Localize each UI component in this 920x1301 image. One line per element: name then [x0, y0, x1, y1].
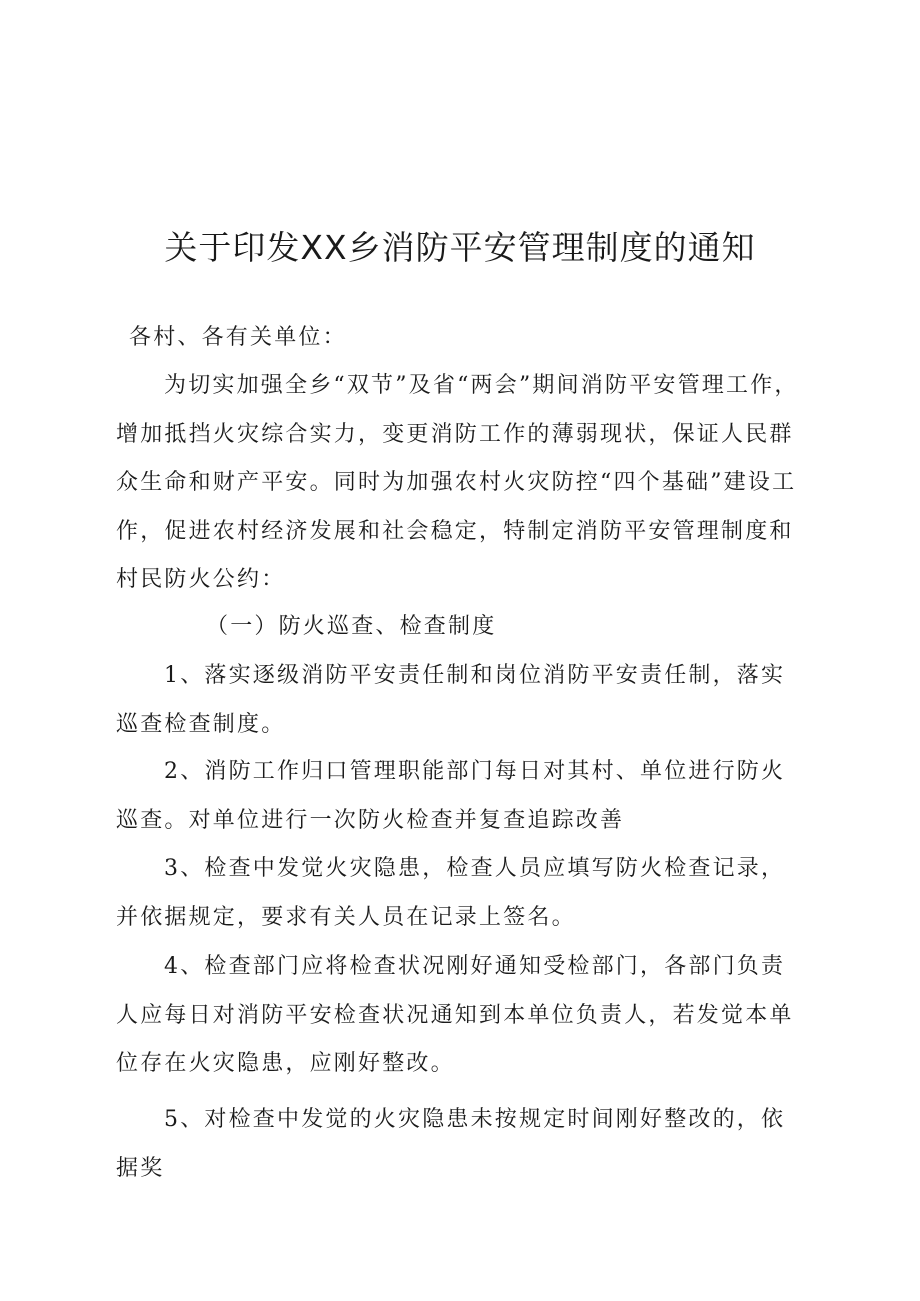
list-item: 1、落实逐级消防平安责任制和岗位消防平安责任制，落实巡查检查制度。 — [116, 663, 786, 737]
section-heading: （一）防火巡查、检查制度 — [206, 614, 497, 639]
list-item: 5、对检查中发觉的火灾隐患未按规定时间刚好整改的，依据奖 — [116, 1107, 786, 1181]
document-title: 关于印发XX乡消防平安管理制度的通知 — [164, 228, 756, 267]
list-item: 2、消防工作归口管理职能部门每日对其村、单位进行防火巡查。对单位进行一次防火检查并复查追踪改善 — [116, 759, 786, 833]
salutation: 各村、各有关单位： — [129, 325, 347, 350]
intro-paragraph-wrapper — [116, 362, 806, 605]
list-item: 4、检查部门应将检查状况刚好通知受检部门，各部门负责人应每日对消防平安检查状况通知到本单位负责人，若发觉本单位存在火灾隐患，应刚好整改。 — [116, 954, 794, 1077]
list-item: 3、检查中发觉火灾隐患，检查人员应填写防火检查记录，并依据规定，要求有关人员在记录上签名。 — [116, 856, 786, 930]
intro-paragraph: 为切实加强全乡“双节”及省“两会”期间消防平安管理工作，增加抵挡火灾综合实力，变更消防工作的薄弱现状，保证人民群众生命和财产平安。同时为加强农村火灾防控“四个基础”建设工作，促进农村经济发展和社会稳定，特制定消防平安管理制度和村民防火公约： — [116, 373, 799, 593]
